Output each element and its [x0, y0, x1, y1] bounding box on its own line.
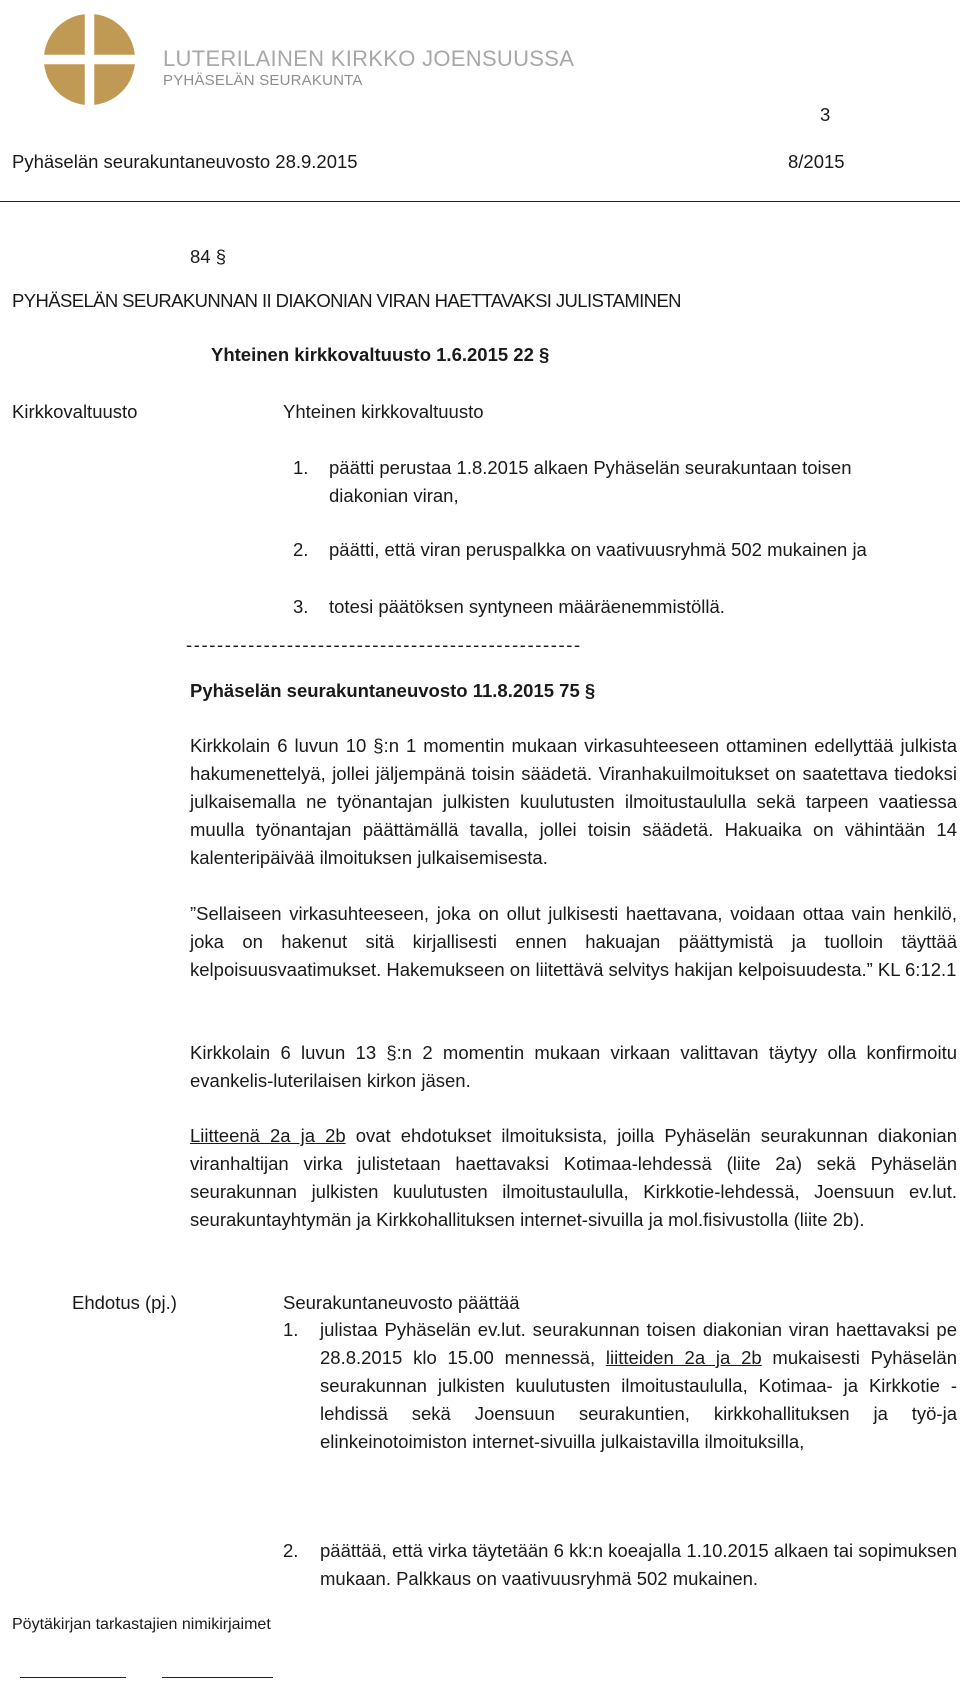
- council-paragraph-4: [190, 1122, 957, 1234]
- item-text-part: mukaisesti Pyhäselän seurakunnan julkisten kuulutusten ilmoitustaululla, Kotimaa- ja Kirkkotie -lehdissä sekä Joensuun seurakuntien, kirkkohallituksen ja työ-ja elinkeinotoimiston internet-sivuilla julkaistavilla ilmoituksilla,: [320, 1347, 957, 1452]
- list-item-text: totesi päätöksen syntyneen määräenemmistöllä.: [329, 596, 725, 617]
- prior-decision-list: [293, 454, 933, 510]
- section-number: 84 §: [190, 246, 227, 267]
- list-item-number: 3.: [293, 596, 309, 617]
- item-text-part: julistaa Pyhäselän ev.lut. seurakunnan toisen diakonian viran haettavaksi pe 28.8.2015 klo 15.00 mennessä,: [320, 1319, 957, 1368]
- list-item-number: 2.: [293, 539, 309, 560]
- header-divider: [0, 201, 960, 202]
- attachment-reference-link[interactable]: Liitteenä 2a ja 2b: [190, 1125, 346, 1146]
- council-paragraph-2: [190, 900, 957, 984]
- list-item-number: 1.: [283, 1319, 299, 1340]
- logo-church-name: LUTERILAINEN KIRKKO JOENSUUSSA: [163, 46, 575, 71]
- prior-decision-heading: Yhteinen kirkkovaltuusto 1.6.2015 22 §: [211, 344, 550, 365]
- section-title: PYHÄSELÄN SEURAKUNNAN II DIAKONIAN VIRAN HAETTAVAKSI JULISTAMINEN: [12, 290, 681, 311]
- proposal-left-label: Ehdotus (pj.): [72, 1292, 177, 1313]
- council-heading: Pyhäselän seurakuntaneuvosto 11.8.2015 75 §: [190, 680, 596, 701]
- separator-line: ---------------------------------------------------: [186, 634, 582, 655]
- paragraph-text: Kirkkolain 6 luvun 13 §:n 2 momentin mukaan virkaan valittavan täytyy olla konfirmoitu evankelis-luterilaisen kirkon jäsen.: [190, 1042, 957, 1091]
- list-item-text: päätti, että viran peruspalkka on vaativuusryhmä 502 mukainen ja: [329, 539, 867, 560]
- list-item-number: 2.: [283, 1540, 299, 1561]
- meeting-header: Pyhäselän seurakuntaneuvosto 28.9.2015: [12, 151, 358, 172]
- prior-left-label: Kirkkovaltuusto: [12, 401, 138, 422]
- parish-cross-logo-icon: [42, 12, 137, 107]
- logo-parish-name: PYHÄSELÄN SEURAKUNTA: [163, 72, 363, 89]
- issue-number: 8/2015: [788, 151, 845, 172]
- paragraph-text-rest: ovat ehdotukset ilmoituksista, joilla Pyhäselän seurakunnan diakonian viranhaltijan virka julistetaan haettavaksi Kotimaa-lehdessä (liite 2a) sekä Pyhäselän seurakunnan julkisten kuulutusten ilmoitustaululla, Kirkkotie-lehdessä, Joensuun ev.lut. seurakuntayhtymän ja Kirkkohallituksen internet-sivuilla ja mol.fisivustolla (liite 2b).: [190, 1125, 958, 1230]
- prior-right-label: Yhteinen kirkkovaltuusto: [283, 401, 484, 422]
- list-item-text: päättää, että virka täytetään 6 kk:n koeajalla 1.10.2015 alkaen tai sopimuksen mukaan. Palkkaus on vaativuusryhmä 502 mukainen.: [320, 1540, 957, 1589]
- list-item: [293, 454, 933, 510]
- signature-line: [162, 1677, 273, 1678]
- council-paragraph-1: [190, 732, 957, 872]
- attachments-link[interactable]: liitteiden 2a ja 2b: [605, 1347, 762, 1368]
- proposal-item-2: [320, 1537, 957, 1593]
- proposal-item-1: [320, 1316, 957, 1456]
- proposal-right-label: Seurakuntaneuvosto päättää: [283, 1292, 520, 1313]
- list-item-text: [320, 1316, 957, 1456]
- list-item-text: päätti perustaa 1.8.2015 alkaen Pyhäselän seurakuntaan toisen diakonian viran,: [329, 457, 852, 506]
- paragraph-text: Kirkkolain 6 luvun 10 §:n 1 momentin mukaan virkasuhteeseen ottaminen edellyttää julkista hakumenettelyä, jollei jäljempänä toisin säädetä. Viranhakuilmoitukset on saatettava tiedoksi julkaisemalla ne työnantajan julkisten kuulutusten ilmoitustaululla sekä tarpeen vaatiessa muulla työnantajan päättämällä tavalla, jollei toisin säädetä. Hakuaika on vähintään 14 kalenteripäivää ilmoituksen julkaisemisesta.: [190, 735, 957, 868]
- page-number: 3: [820, 104, 831, 125]
- paragraph-text: ”Sellaiseen virkasuhteeseen, joka on ollut julkisesti haettavana, voidaan ottaa vain henkilö, joka on hakenut sitä kirjallisesti ennen hakuajan päättymistä ja tuolloin täyttää kelpoisuusvaatimukset. Hakemukseen on liitettävä selvitys hakijan kelpoisuudesta.” KL 6:12.1: [190, 903, 957, 980]
- paragraph-text: [190, 1122, 957, 1234]
- list-item-number: 1.: [293, 457, 309, 478]
- signature-line: [20, 1677, 126, 1678]
- council-paragraph-3: [190, 1039, 957, 1095]
- footer-label: Pöytäkirjan tarkastajien nimikirjaimet: [12, 1616, 271, 1633]
